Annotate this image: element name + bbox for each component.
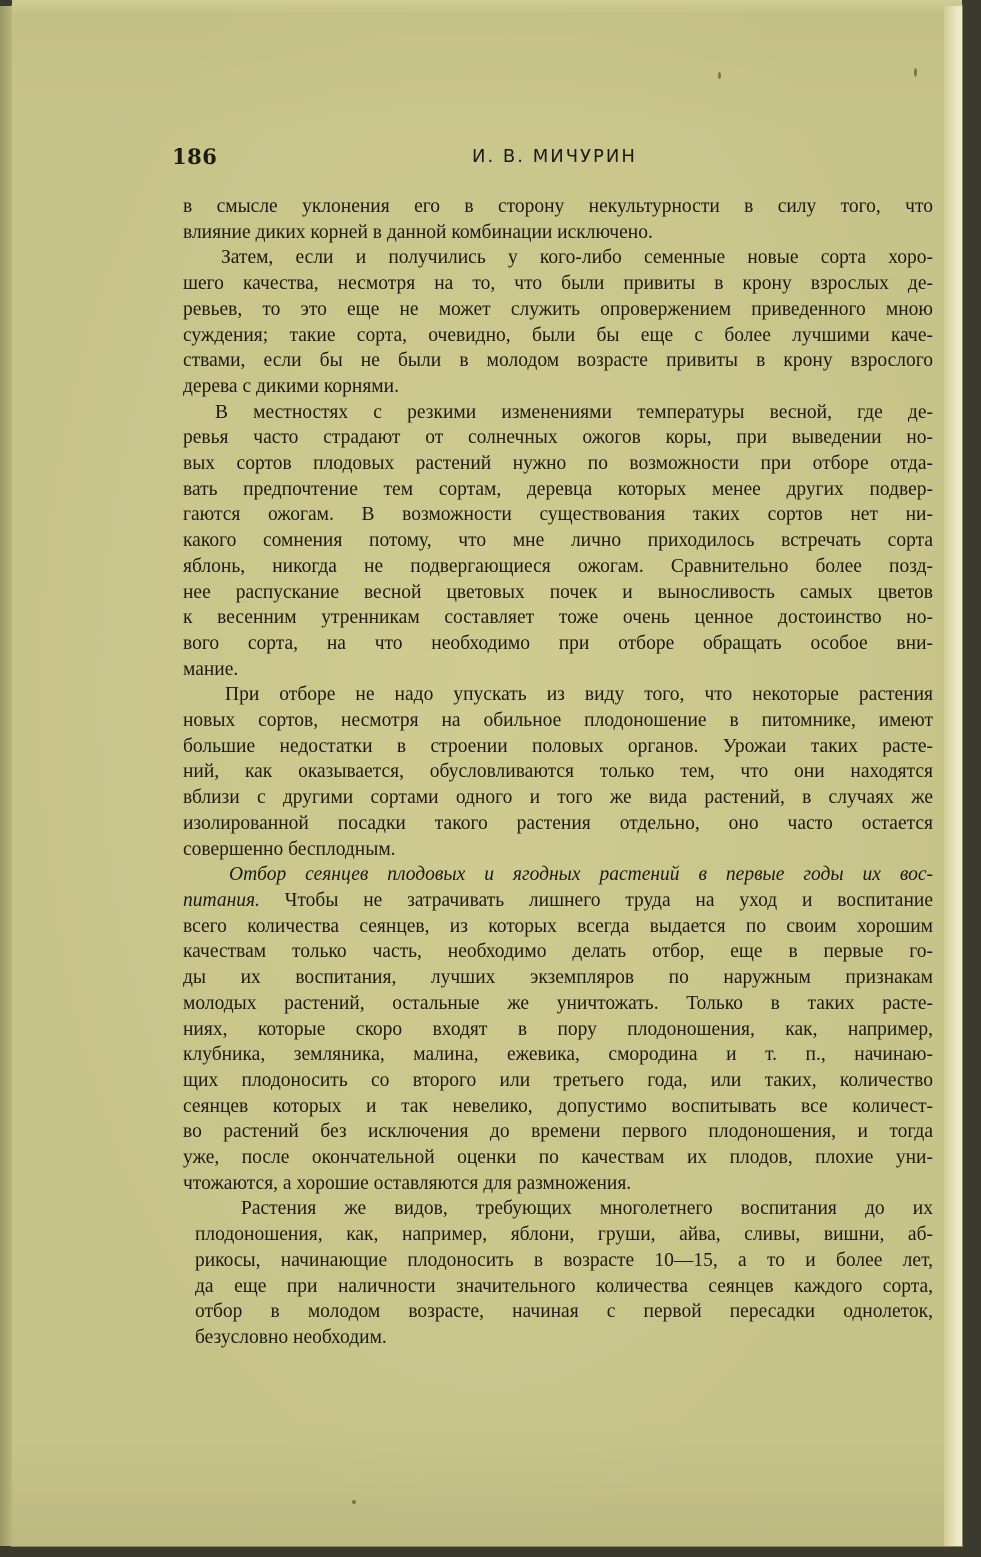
text-line: влияние диких корней в данной комбинации исключено. xyxy=(183,221,653,243)
text-line: безусловно необходим. xyxy=(195,1326,387,1348)
section-heading-end: питания. xyxy=(183,889,260,911)
text-line: Затем, если и получились у кого-либо семенные новые сорта хоро- xyxy=(221,247,933,269)
text-line: совершенно бесплодным. xyxy=(183,838,396,860)
page-header xyxy=(172,144,932,174)
text-line: вблизи с другими сортами одного и того же вида растений, в случаях же xyxy=(183,787,933,809)
text-line: щих плодоносить со второго или третьего года, или таких, количество xyxy=(183,1069,933,1091)
text-line: какого сомнения потому, что мне лично приходилось встречать сорта xyxy=(183,530,933,552)
text-line: всего количества сеянцев, из которых всегда выдается по своим хорошим xyxy=(183,915,933,937)
paragraph xyxy=(195,1196,933,1350)
text-line: отбор в молодом возрасте, начиная с первой пересадки однолеток, xyxy=(195,1301,933,1323)
page-left-edge xyxy=(0,6,12,1546)
page-right-edge xyxy=(944,6,962,1546)
text-line: ды их воспитания, лучших экземпляров по наружным признакам xyxy=(183,967,933,989)
text-line: ниях, которые скоро входят в пору плодоношения, как, например, xyxy=(183,1018,933,1040)
text-line xyxy=(183,888,933,914)
page-number: 186 xyxy=(172,144,218,169)
section-heading-line: Отбор сеянцев плодовых и ягодных растений в первые годы их вос- xyxy=(229,864,933,886)
text-line: большие недостатки в строении половых органов. Урожаи таких расте- xyxy=(183,735,933,757)
text-line: качествам только часть, необходимо делать отбор, еще в первые го- xyxy=(183,941,933,963)
text-line: плодоношения, как, например, яблони, груши, айва, сливы, вишни, аб- xyxy=(195,1224,933,1246)
text-line: в смысле уклонения его в сторону некультурности в силу того, что xyxy=(183,196,933,217)
text-line: чтожаются, а хорошие оставляются для размножения. xyxy=(183,1172,632,1194)
text-line: дерева с дикими корнями. xyxy=(183,375,399,397)
paragraph xyxy=(183,194,933,245)
text-line: сеянцев которых и так невелико, допустимо воспитывать все количест- xyxy=(183,1095,933,1117)
ink-speck xyxy=(352,1500,356,1504)
page-top-edge xyxy=(12,0,962,12)
text-line: Растения же видов, требующих многолетнего воспитания до их xyxy=(241,1198,933,1220)
text-line: ревья часто страдают от солнечных ожогов коры, при выведении но- xyxy=(183,427,933,449)
text-line: вать предпочтение тем сортам, деревца которых менее других подвер- xyxy=(183,478,933,500)
text-line: рикосы, начинающие плодоносить в возрасте 10—15, а то и более лет, xyxy=(195,1249,933,1271)
paragraph xyxy=(183,400,933,683)
text-line: ний, как оказывается, обусловливаются только тем, что они находятся xyxy=(183,761,933,783)
text-line: нее распускание весной цветовых почек и выносливость самых цветов xyxy=(183,581,933,603)
book-page xyxy=(12,6,962,1546)
running-title: И. В. МИЧУРИН xyxy=(472,146,637,167)
text-line: суждения; такие сорта, очевидно, были бы еще с более лучшими каче- xyxy=(183,324,933,346)
paragraph xyxy=(183,682,933,862)
text-line: да еще при наличности значительного количества сеянцев каждого сорта, xyxy=(195,1275,933,1297)
text-fragment: Чтобы не затрачивать лишнего труда на уход и воспитание xyxy=(259,889,933,911)
paragraph xyxy=(183,862,933,1196)
text-line: к весенним утренникам составляет тоже очень ценное достоинство но- xyxy=(183,607,933,629)
text-line: шего качества, несмотря на то, что были привиты в крону взрослых де- xyxy=(183,273,933,295)
text-line: В местностях с резкими изменениями температуры весной, где де- xyxy=(215,401,933,423)
text-line: мание. xyxy=(183,658,239,680)
ink-speck xyxy=(914,68,917,77)
text-line: клубника, земляника, малина, ежевика, смородина и т. п., начинаю- xyxy=(183,1044,933,1066)
text-line: новых сортов, несмотря на обильное плодоношение в питомнике, имеют xyxy=(183,710,933,732)
text-line: ствами, если бы не были в молодом возрасте привиты в крону взрослого xyxy=(183,350,933,372)
text-line: вых сортов плодовых растений нужно по возможности при отборе отда- xyxy=(183,453,933,475)
paragraph xyxy=(183,245,933,399)
text-line: ревьев, то это еще не может служить опровержением приведенного мною xyxy=(183,298,933,320)
ink-speck xyxy=(718,72,721,79)
text-line: При отборе не надо упускать из виду того, что некоторые растения xyxy=(225,684,933,706)
text-line: уже, после окончательной оценки по качествам их плодов, плохие уни- xyxy=(183,1147,933,1169)
text-line: во растений без исключения до времени первого плодоношения, и тогда xyxy=(183,1121,933,1143)
text-line: изолированной посадки такого растения отдельно, оно часто остается xyxy=(183,812,933,834)
body-text xyxy=(183,194,933,1351)
text-line: молодых растений, остальные же уничтожать. Только в таких расте- xyxy=(183,992,933,1014)
text-line: яблонь, никогда не подвергающиеся ожогам. Сравнительно более позд- xyxy=(183,555,933,577)
text-line: вого сорта, на что необходимо при отборе обращать особое вни- xyxy=(183,632,933,654)
text-line: гаются ожогам. В возможности существования таких сортов нет ни- xyxy=(183,504,933,526)
